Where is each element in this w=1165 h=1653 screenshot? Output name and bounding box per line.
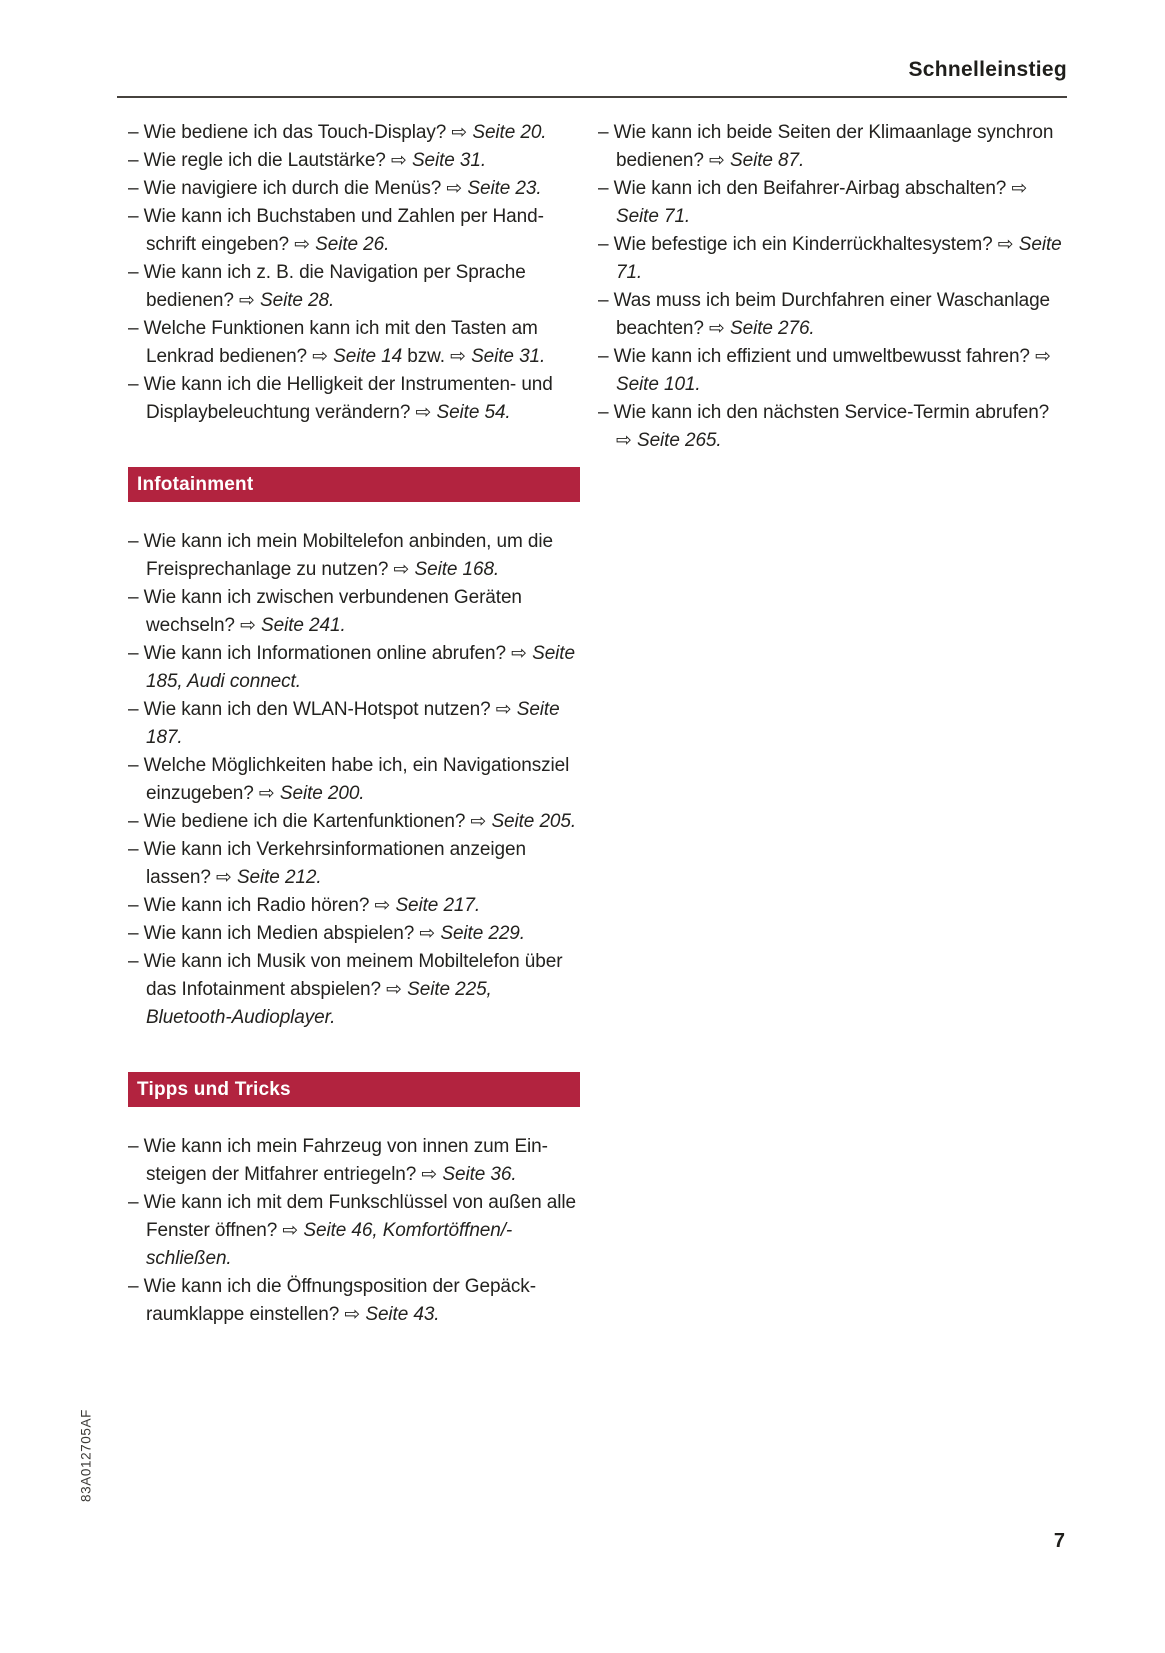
bullet-dash: – [128, 531, 144, 552]
page-reference: ⇨ Seite 31. [390, 150, 487, 171]
question-text: Wie kann ich den WLAN-Hotspot nutzen? [143, 699, 496, 720]
page-reference: ⇨ Seite 200. [258, 783, 365, 804]
page-reference: ⇨ Seite 26. [294, 234, 390, 255]
bullet-dash: – [128, 811, 144, 832]
question-text: Welche Möglichkeiten habe ich, ein Navigationsziel einzugeben? [143, 755, 570, 804]
question-item [598, 399, 1062, 455]
bullet-dash: – [128, 1136, 144, 1157]
question-item [598, 119, 1062, 175]
bullet-dash: – [598, 346, 614, 367]
manual-section [598, 119, 1062, 455]
header-rule [117, 96, 1067, 98]
bullet-dash: – [598, 402, 614, 423]
bullet-dash: – [598, 122, 614, 143]
question-text: Wie kann ich Buchstaben und Zahlen per Handschrift eingeben? [143, 206, 544, 255]
question-item [598, 231, 1062, 287]
page-reference: ⇨ Seite 265. [616, 430, 722, 451]
question-text: Wie kann ich Radio hören? [143, 895, 375, 916]
bullet-dash: – [128, 699, 144, 720]
question-item [128, 259, 580, 315]
page-reference: ⇨ Seite 101. [616, 346, 1051, 395]
page-reference: ⇨ Seite 225, Bluetooth-Audioplayer. [146, 979, 492, 1028]
bullet-dash: – [128, 122, 144, 143]
question-text: Wie kann ich Medien abspielen? [143, 923, 420, 944]
bullet-dash: – [128, 587, 144, 608]
page-reference: ⇨ Seite 217. [374, 895, 481, 916]
manual-section [128, 467, 580, 1032]
page-reference: ⇨ Seite 20. [451, 122, 547, 143]
question-item [598, 343, 1062, 399]
page-reference: ⇨ Seite 229. [419, 923, 525, 944]
question-text: Wie kann ich die Öffnungsposition der Gepäckraumklappe einstellen? [143, 1276, 537, 1325]
question-item [128, 920, 580, 948]
question-item [598, 287, 1062, 343]
question-item [128, 584, 580, 640]
question-text: Wie kann ich den nächsten Service-Termin abrufen? [613, 402, 1050, 423]
bullet-dash: – [128, 895, 144, 916]
page-reference: ⇨ Seite 168. [393, 559, 500, 580]
section-heading-banner: Infotainment [128, 467, 580, 502]
question-text: Wie bediene ich die Kartenfunktionen? [143, 811, 471, 832]
bullet-dash: – [128, 839, 144, 860]
bullet-dash: – [128, 178, 144, 199]
bullet-dash: – [598, 178, 614, 199]
page-reference: ⇨ Seite 14 [312, 346, 403, 367]
question-item [598, 175, 1062, 231]
question-text: Wie kann ich effizient und umweltbewusst fahren? [613, 346, 1036, 367]
page-reference: ⇨ Seite 241. [240, 615, 346, 636]
page-reference: ⇨ Seite 71. [616, 234, 1062, 283]
bullet-dash: – [128, 206, 144, 227]
page-reference: ⇨ Seite 276. [709, 318, 815, 339]
question-item [128, 1273, 580, 1329]
bullet-dash: – [128, 643, 144, 664]
question-text: Wie kann ich Informationen online abrufen? [143, 643, 512, 664]
column-right [598, 119, 1062, 455]
question-item [128, 752, 580, 808]
page-reference: ⇨ Seite 212. [215, 867, 322, 888]
question-item [128, 892, 580, 920]
question-item [128, 119, 580, 147]
bullet-dash: – [128, 1276, 144, 1297]
page-reference: ⇨ Seite 28. [239, 290, 335, 311]
question-item [128, 948, 580, 1032]
page-reference: ⇨ Seite 187. [146, 699, 560, 748]
manual-section [128, 119, 580, 427]
question-item [128, 696, 580, 752]
question-item [128, 528, 580, 584]
question-item [128, 640, 580, 696]
bullet-dash: – [128, 374, 144, 395]
page-title: Schnelleinstieg [908, 58, 1067, 81]
bullet-dash: – [128, 262, 144, 283]
section-heading-banner: Tipps und Tricks [128, 1072, 580, 1107]
question-text: bzw. [402, 346, 451, 367]
question-item [128, 371, 580, 427]
question-list [128, 1133, 580, 1329]
question-text: Wie befestige ich ein Kinderrückhaltesystem? [613, 234, 998, 255]
question-list [128, 119, 580, 427]
question-text: Wie kann ich Verkehrsinformationen anzeigen lassen? [143, 839, 526, 888]
bullet-dash: – [128, 1192, 144, 1213]
column-left [128, 119, 580, 1329]
page-number: 7 [1053, 1530, 1065, 1552]
page-reference: ⇨ Seite 46, Komfortöffnen/-schließen. [146, 1220, 513, 1269]
bullet-dash: – [128, 755, 144, 776]
question-item [128, 836, 580, 892]
page-reference: ⇨ Seite 205. [470, 811, 577, 832]
question-text: Wie kann ich mein Mobiltelefon anbinden, um die Freisprechanlage zu nutzen? [143, 531, 553, 580]
page-reference: ⇨ Seite 43. [344, 1304, 440, 1325]
page-reference: ⇨ Seite 71. [616, 178, 1028, 227]
question-item [128, 1133, 580, 1189]
question-text: Wie kann ich die Helligkeit der Instrumenten- und Displaybeleuchtung verändern? [143, 374, 553, 423]
page-reference: ⇨ Seite 54. [415, 402, 511, 423]
page-reference: ⇨ Seite 185, Audi connect. [146, 643, 575, 692]
question-item [128, 808, 580, 836]
bullet-dash: – [128, 318, 144, 339]
question-text: Wie kann ich Musik von meinem Mobiltelefon über das Infotainment abspielen? [143, 951, 563, 1000]
bullet-dash: – [128, 951, 144, 972]
question-item [128, 175, 580, 203]
bullet-dash: – [598, 290, 614, 311]
question-text: Wie regle ich die Lautstärke? [143, 150, 391, 171]
question-text: Wie kann ich mein Fahrzeug von innen zum Einsteigen der Mitfahrer entriegeln? [143, 1136, 548, 1185]
question-text: Wie kann ich zwischen verbundenen Geräten wechseln? [143, 587, 522, 636]
question-item [128, 315, 580, 371]
manual-section [128, 1072, 580, 1329]
question-text: Wie kann ich beide Seiten der Klimaanlage synchron bedienen? [613, 122, 1054, 171]
page-reference: ⇨ Seite 36. [421, 1164, 517, 1185]
question-text: Was muss ich beim Durchfahren einer Waschanlage beachten? [613, 290, 1051, 339]
question-list [598, 119, 1062, 455]
question-item [128, 1189, 580, 1273]
page-reference: ⇨ Seite 31. [450, 346, 546, 367]
spine-code: 83A012705AF [78, 1409, 94, 1502]
bullet-dash: – [128, 923, 144, 944]
question-text: Wie bediene ich das Touch-Display? [143, 122, 452, 143]
question-item [128, 203, 580, 259]
bullet-dash: – [598, 234, 614, 255]
page-reference: ⇨ Seite 87. [709, 150, 805, 171]
page-reference: ⇨ Seite 23. [446, 178, 542, 199]
question-list [128, 528, 580, 1032]
question-text: Welche Funktionen kann ich mit den Tasten am Lenkrad bedienen? [143, 318, 538, 367]
question-text: Wie navigiere ich durch die Menüs? [143, 178, 447, 199]
question-text: Wie kann ich mit dem Funkschlüssel von außen alle Fenster öffnen? [143, 1192, 576, 1241]
question-item [128, 147, 580, 175]
question-text: Wie kann ich den Beifahrer-Airbag abschalten? [613, 178, 1012, 199]
question-text: Wie kann ich z. B. die Navigation per Sprache bedienen? [143, 262, 526, 311]
bullet-dash: – [128, 150, 144, 171]
